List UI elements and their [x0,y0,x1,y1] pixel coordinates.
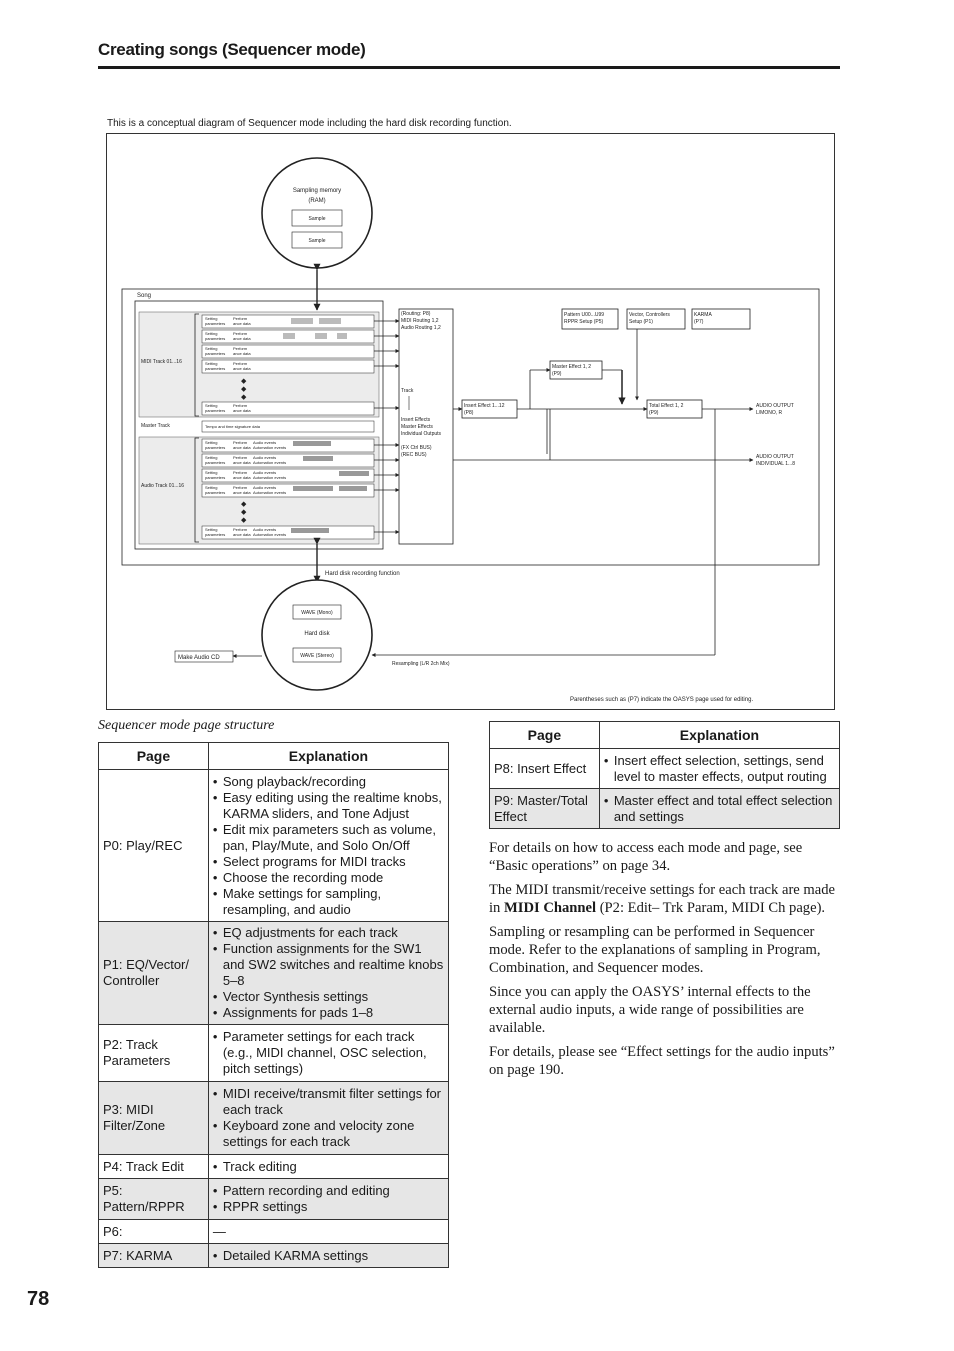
hd-function-label: Hard disk recording function [325,571,400,577]
footnote: Parentheses such as (P7) indicate the OASYS page used for editing. [570,697,754,703]
svg-text:Setting: Setting [205,440,218,445]
list-item: • Vector Synthesis settings [213,989,444,1005]
list-item: • Edit mix parameters such as volume, pan, Play/Mute, and Solo On/Off [213,822,444,854]
svg-text:KARMA: KARMA [694,312,712,318]
svg-text:Audio events: Audio events [253,440,277,445]
dash-cell: — [208,1220,448,1244]
svg-text:Audio events: Audio events [253,527,277,532]
midi-track-label: MIDI Track 01...16 [141,359,182,365]
page-cell: P7: KARMA [99,1244,209,1268]
svg-text:Pattern U00...U99: Pattern U00...U99 [564,312,605,318]
svg-text:Setting: Setting [205,470,218,475]
svg-text:(P7): (P7) [694,319,704,325]
svg-text:Master Effects: Master Effects [401,424,433,430]
list-item: • MIDI receive/transmit filter settings for each track [213,1086,444,1118]
page-cell: P6: [99,1220,209,1244]
page-cell: P3: MIDI Filter/Zone [99,1082,209,1155]
list-item: • Assignments for pads 1–8 [213,1005,444,1021]
midi-row-3 [202,345,374,358]
page-cell: P8: Insert Effect [490,749,600,789]
svg-text:parameters: parameters [205,321,226,326]
svg-text:Perform: Perform [233,361,248,366]
paragraph: Since you can apply the OASYS’ internal effects to the external audio inputs, a wide range of possibilities are available. [489,984,811,1036]
svg-text:(P9): (P9) [552,371,562,377]
midi-channel-term: MIDI Channel [504,900,597,916]
track-label: Track [401,388,414,394]
svg-text:Setting: Setting [205,527,218,532]
list-item: • Select programs for MIDI tracks [213,854,444,870]
svg-text:Setting: Setting [205,403,218,408]
page-cell: P5: Pattern/RPPR [99,1179,209,1220]
audio-row-16 [202,526,374,539]
table-row [99,1220,449,1244]
list-item: • Keyboard zone and velocity zone settings for each track [213,1118,444,1150]
svg-text:ance data: ance data [233,532,251,537]
svg-text:ance data: ance data [233,351,251,356]
table-row [99,1155,449,1179]
routing-line-3: Audio Routing 1,2 [401,325,441,331]
svg-text:Automation events: Automation events [253,445,287,450]
svg-text:ance data: ance data [233,321,251,326]
svg-text:ance data: ance data [233,408,251,413]
page-cell: P9: Master/Total Effect [490,789,600,829]
svg-text:Insert Effect 1...12: Insert Effect 1...12 [464,403,505,409]
svg-text:Automation events: Automation events [253,460,287,465]
svg-text:Audio events: Audio events [253,470,277,475]
svg-text:Vector, Controllers: Vector, Controllers [629,312,670,318]
table-row [99,1082,449,1155]
body-text [489,839,841,1085]
hard-disk-label: Hard disk [304,631,330,637]
page-structure-table-continued [489,721,840,829]
page-structure-table [98,742,449,1268]
svg-text:parameters: parameters [205,475,226,480]
list-item: • Pattern recording and editing [213,1183,444,1199]
song-label: Song [137,293,152,299]
svg-text:parameters: parameters [205,336,226,341]
svg-text:◆: ◆ [241,509,247,516]
list-item: • EQ adjustments for each track [213,925,444,941]
list-item: • Choose the recording mode [213,870,444,886]
list-item: • Function assignments for the SW1 and SW2 switches and realtime knobs 5–8 [213,941,444,989]
svg-text:AUDIO OUTPUT: AUDIO OUTPUT [756,454,794,460]
svg-text:Automation events: Automation events [253,532,287,537]
svg-text:(P8): (P8) [464,410,474,416]
list-item: • RPPR settings [213,1199,444,1215]
svg-text:Setting: Setting [205,455,218,460]
sequencer-diagram [106,133,835,710]
svg-text:Setting: Setting [205,346,218,351]
svg-text:◆: ◆ [241,394,247,401]
table-row [99,922,449,1025]
svg-text:◆: ◆ [241,501,247,508]
svg-text:parameters: parameters [205,351,226,356]
svg-text:WAVE (Mono): WAVE (Mono) [301,610,333,616]
svg-text:Perform: Perform [233,316,248,321]
svg-text:Audio events: Audio events [253,485,277,490]
audio-track-label: Audio Track 01...16 [141,483,185,489]
svg-text:Perform: Perform [233,403,248,408]
paragraph: For details, please see “Effect settings for the audio inputs” on page 190. [489,1044,835,1078]
routing-line-1: (Routing: P8) [401,311,431,317]
explanation-column-header: Explanation [599,722,839,749]
svg-text:Setting: Setting [205,331,218,336]
section-caption: Sequencer mode page structure [98,718,275,733]
svg-text:Perform: Perform [233,485,248,490]
svg-text:ance data: ance data [233,490,251,495]
sample-label-2: Sample [308,238,326,244]
list-item: • Song playback/recording [213,774,444,790]
svg-text:parameters: parameters [205,532,226,537]
list-item: • Detailed KARMA settings [213,1248,444,1264]
svg-text:Audio events: Audio events [253,455,277,460]
svg-text:ance data: ance data [233,460,251,465]
page-number: 78 [27,1288,50,1310]
svg-text:WAVE (Stereo): WAVE (Stereo) [300,653,334,659]
diagram-caption: This is a conceptual diagram of Sequencer mode including the hard disk recording function. [107,118,512,129]
svg-text:Automation events: Automation events [253,490,287,495]
audio-row-1 [202,439,374,452]
svg-text:Perform: Perform [233,331,248,336]
list-item: • Master effect and total effect selection and settings [604,793,835,825]
svg-text:Perform: Perform [233,470,248,475]
page-cell: P0: Play/REC [99,770,209,922]
svg-text:Perform: Perform [233,455,248,460]
svg-text:Setup (P1): Setup (P1) [629,319,653,325]
svg-text:Master Effect 1, 2: Master Effect 1, 2 [552,364,592,370]
page-cell: P1: EQ/Vector/ Controller [99,922,209,1025]
midi-row-4 [202,360,374,373]
svg-text:Setting: Setting [205,485,218,490]
midi-row-1 [202,315,374,328]
svg-text:Make Audio CD: Make Audio CD [178,655,220,661]
svg-text:parameters: parameters [205,408,226,413]
svg-text:ance data: ance data [233,475,251,480]
svg-text:parameters: parameters [205,460,226,465]
list-item: • Track editing [213,1159,444,1175]
paragraph: For details on how to access each mode and page, see “Basic operations” on page 34. [489,840,803,874]
svg-text:parameters: parameters [205,490,226,495]
explanation-column-header: Explanation [208,743,448,770]
resampling-label: Resampling (L/R 2ch Mix) [392,661,450,667]
table-row [99,1025,449,1082]
page-cell: P4: Track Edit [99,1155,209,1179]
svg-text:(FX Ctrl BUS): (FX Ctrl BUS) [401,445,432,451]
svg-text:Perform: Perform [233,527,248,532]
table-row [490,749,840,789]
svg-text:Setting: Setting [205,316,218,321]
header-rule [98,66,840,69]
explanation-list [213,774,444,918]
svg-text:AUDIO OUTPUT: AUDIO OUTPUT [756,403,794,409]
svg-text:Total Effect 1, 2: Total Effect 1, 2 [649,403,684,409]
svg-text:Perform: Perform [233,346,248,351]
tempo-label: Tempo and time signature data [205,424,260,429]
master-track-label: Master Track [141,423,170,429]
list-item: • Parameter settings for each track (e.g., MIDI channel, OSC selection, pitch settings) [213,1029,444,1077]
diagram-svg [107,134,834,709]
svg-text:INDIVIDUAL 1...8: INDIVIDUAL 1...8 [756,461,795,467]
list-item: • Make settings for sampling, resampling, and audio [213,886,444,918]
svg-text:◆: ◆ [241,378,247,385]
routing-line-2: MIDI Routing 1,2 [401,318,439,324]
table-row [99,1179,449,1220]
table-row [99,1244,449,1268]
audio-row-2 [202,454,374,467]
table-row [490,789,840,829]
svg-text:ance data: ance data [233,366,251,371]
svg-text:Automation events: Automation events [253,475,287,480]
ram-label: (RAM) [308,198,326,204]
list-item: • Insert effect selection, settings, send level to master effects, output routing [604,753,835,785]
svg-text:parameters: parameters [205,445,226,450]
sampling-memory-label: Sampling memory [292,188,342,194]
page-column-header: Page [490,722,600,749]
page-header-title: Creating songs (Sequencer mode) [98,40,366,59]
page-cell: P2: Track Parameters [99,1025,209,1082]
svg-text:◆: ◆ [241,517,247,524]
paragraph: Sampling or resampling can be performed in Sequencer mode. Refer to the explanations of sampling in Program, Combination, and Sequencer modes. [489,924,821,976]
sample-label-1: Sample [308,216,326,222]
svg-text:Insert Effects: Insert Effects [401,417,431,423]
svg-text:parameters: parameters [205,366,226,371]
page-column-header: Page [99,743,209,770]
svg-text:ance data: ance data [233,445,251,450]
midi-row-16 [202,402,374,415]
table-row [99,770,449,922]
svg-text:RPPR Setup (P5): RPPR Setup (P5) [564,319,604,325]
svg-text:L/MONO, R: L/MONO, R [756,410,783,416]
paragraph: The MIDI transmit/receive settings for each track are made in MIDI Channel (P2: Edit– Trk Param, MIDI Ch page). [489,882,836,916]
svg-text:(P9): (P9) [649,410,659,416]
svg-text:Individual Outputs: Individual Outputs [401,431,442,437]
svg-text:◆: ◆ [241,386,247,393]
list-item: • Easy editing using the realtime knobs, KARMA sliders, and Tone Adjust [213,790,444,822]
svg-text:Setting: Setting [205,361,218,366]
svg-text:ance data: ance data [233,336,251,341]
svg-text:Perform: Perform [233,440,248,445]
svg-text:(REC BUS): (REC BUS) [401,452,427,458]
